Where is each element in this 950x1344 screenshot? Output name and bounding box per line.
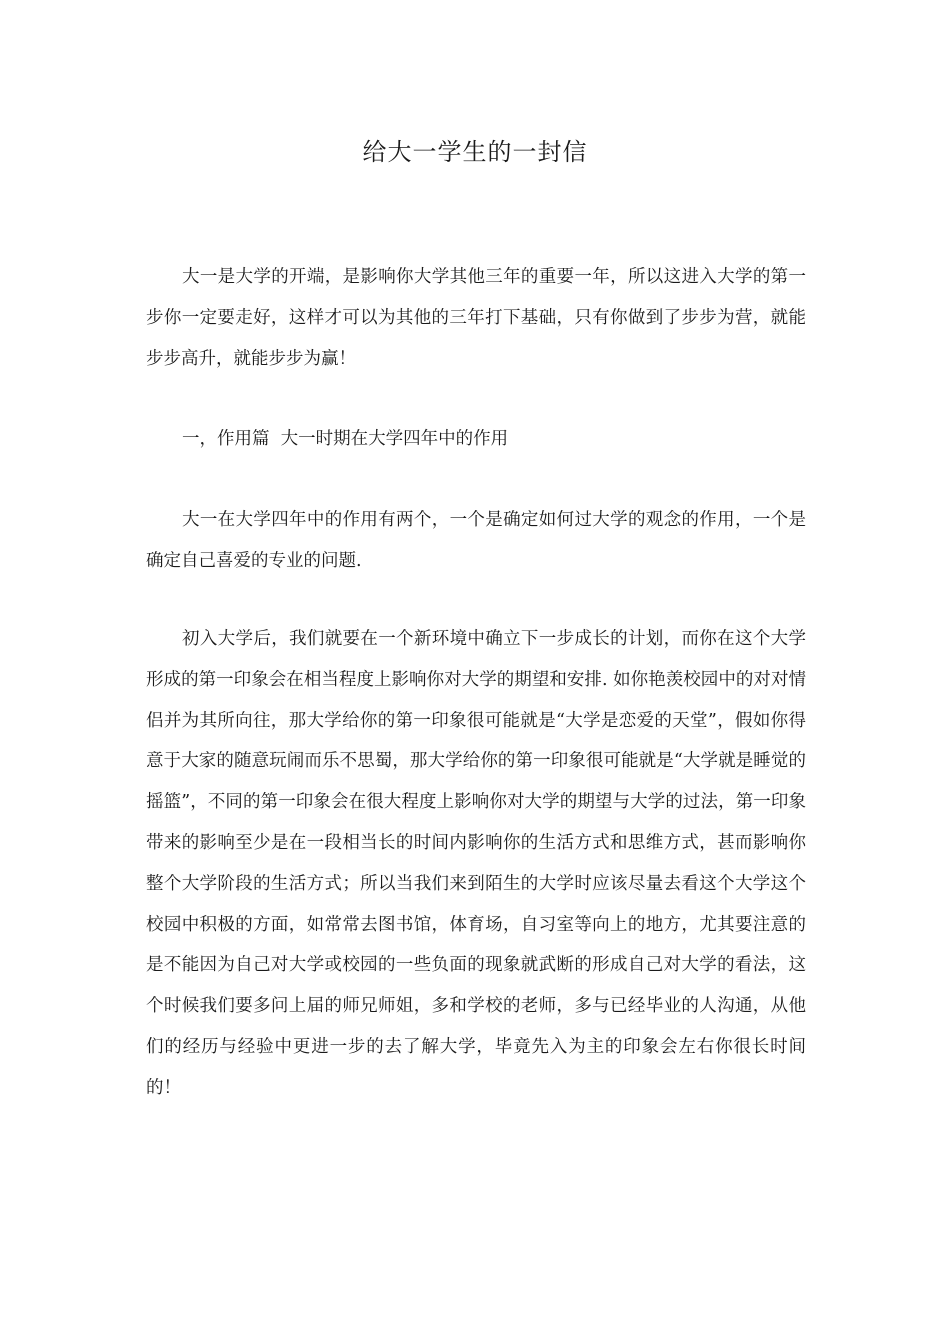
section-heading: 一，作用篇 大一时期在大学四年中的作用 [182,429,509,449]
paragraph-intro: 大一是大学的开端，是影响你大学其他三年的重要一年，所以这进入大学的第一步你一定要走好，这样才可以为其他的三年打下基础，只有你做到了步步为营，就能步步高升，就能步步为赢！ [146,267,806,369]
document-title: 给大一学生的一封信 [362,138,588,166]
paragraph-role: 大一在大学四年中的作用有两个，一个是确定如何过大学的观念的作用，一个是确定自己喜爱的专业的问题. [146,510,806,571]
paragraph-first-impression: 初入大学后，我们就要在一个新环境中确立下一步成长的计划，而你在这个大学形成的第一印象会在相当程度上影响你对大学的期望和安排. 如你艳羡校园中的对对情侣并为其所向往，那大学给你的第一印象很可能就是“大学是恋爱的天堂”，假如你得意于大家的随意玩闹而乐不思蜀，那大学给你的第一印象很可能就是“大学就是睡觉的摇篮”，不同的第一印象会在很大程度上影响你对大学的期望与大学的过法，第一印象带来的影响至少是在一段相当长的时间内影响你的生活方式和思维方式，甚而影响你整个大学阶段的生活方式；所以当我们来到陌生的大学时应该尽量去看这个大学这个校园中积极的方面，如常常去图书馆，体育场，自习室等向上的地方，尤其要注意的是不能因为自己对大学或校园的一些负面的现象就武断的形成自己对大学的看法，这个时候我们要多问上届的师兄师姐，多和学校的老师，多与已经毕业的人沟通，从他们的经历与经验中更进一步的去了解大学，毕竟先入为主的印象会左右你很长时间的！ [146,629,806,1098]
